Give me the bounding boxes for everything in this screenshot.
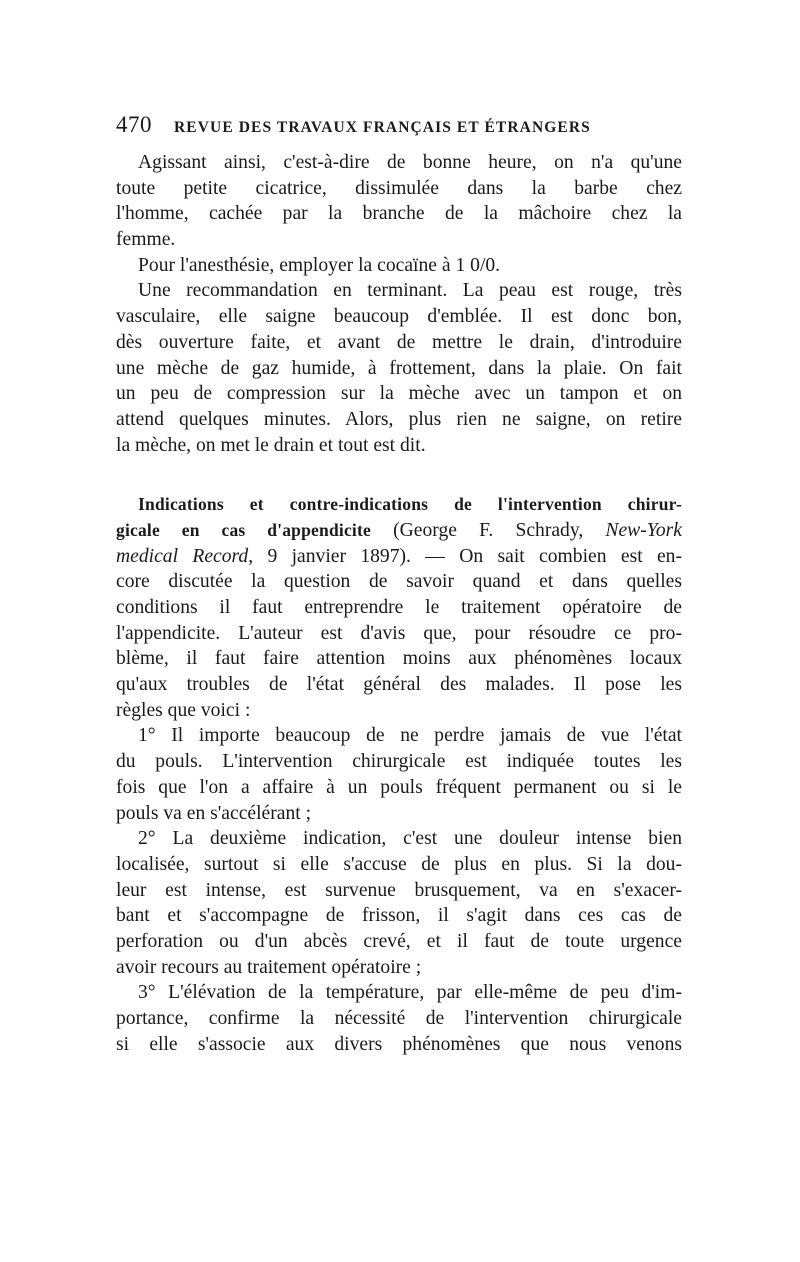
rule-1: [116, 723, 682, 826]
text-line: femme.: [116, 229, 176, 251]
text-line: blème, il faut faire attention moins aux phénomènes locaux: [116, 648, 682, 670]
text-line: du pouls. L'intervention chirurgicale est indiquée toutes les: [116, 751, 682, 773]
text-line: toute petite cicatrice, dissimulée dans la barbe chez: [116, 177, 682, 199]
text-line: localisée, surtout si elle s'accuse de plus en plus. Si la dou-: [116, 853, 682, 875]
text-line: avoir recours au traitement opératoire ;: [116, 956, 422, 978]
text-line: vasculaire, elle saigne beaucoup d'emblée. Il est donc bon,: [116, 306, 682, 328]
paragraph-3: [116, 278, 682, 458]
text-line: leur est intense, est survenue brusquement, va en s'exacer-: [116, 879, 682, 901]
text-line: dès ouverture faite, et avant de mettre le drain, d'introduire: [116, 331, 682, 353]
article-appendicite: [116, 492, 682, 723]
article-heading-bold: gicale en cas d'appendicite: [116, 519, 371, 540]
text-line: attend quelques minutes. Alors, plus rien ne saigne, on retire: [116, 408, 682, 430]
text-line: core discutée la question de savoir quand et dans quelles: [116, 571, 682, 593]
journal-name: New-York: [605, 519, 682, 541]
text-line: Agissant ainsi, c'est-à-dire de bonne heure, on n'a qu'une: [138, 152, 682, 173]
text-line: perforation ou d'un abcès crevé, et il faut de toute urgence: [116, 930, 682, 952]
running-title: REVUE DES TRAVAUX FRANÇAIS ET ÉTRANGERS: [174, 119, 591, 136]
rule-2: [116, 826, 682, 980]
text-line: une mèche de gaz humide, à frottement, dans la plaie. On fait: [116, 357, 682, 379]
text-line: Une recommandation en terminant. La peau est rouge, très: [138, 280, 682, 302]
text-line: portance, confirme la nécessité de l'intervention chirurgicale: [116, 1008, 682, 1029]
text-line: conditions il faut entreprendre le traitement opératoire de: [116, 597, 682, 618]
section-gap: [116, 458, 682, 492]
text-line: l'appendicite. L'auteur est d'avis que, pour résoudre ce pro-: [116, 622, 682, 644]
rule-3: [116, 980, 682, 1057]
text-line: pouls va en s'accélérant ;: [116, 802, 312, 824]
text-line: la mèche, on met le drain et tout est dit.: [116, 434, 426, 456]
paragraph-2: [116, 253, 682, 279]
paragraph-1: [116, 150, 682, 253]
text-line: 1° Il importe beaucoup de ne perdre jamais de vue l'état: [138, 725, 682, 747]
text-line: si elle s'associe aux divers phénomènes que nous venons: [116, 1033, 682, 1055]
article-heading-line: [116, 518, 682, 544]
journal-name-cont: medical Record: [116, 545, 249, 567]
article-date: , 9 janvier 1897). — On sait combien est en-: [248, 545, 682, 567]
text-line: 2° La deuxième indication, c'est une douleur intense bien: [138, 828, 682, 850]
text-line: un peu de compression sur la mèche avec un tampon et on: [116, 383, 682, 405]
article-citation: (George F. Schrady,: [370, 519, 606, 541]
article-heading-line: Indications et contre-indications de l'intervention chirur-: [138, 494, 682, 515]
text-line: bant et s'accompagne de frisson, il s'agit dans ces cas de: [116, 905, 682, 927]
text-line: fois que l'on a affaire à un pouls fréquent permanent ou si le: [116, 776, 682, 798]
page-number: 470: [116, 112, 152, 137]
body-text: [116, 150, 682, 1057]
article-heading-line: [116, 544, 682, 570]
text-line: l'homme, cachée par la branche de la mâchoire chez la: [116, 203, 682, 225]
text-line: règles que voici :: [116, 699, 251, 721]
running-head: [116, 112, 682, 142]
text-line: Pour l'anesthésie, employer la cocaïne à 1 0/0.: [138, 254, 501, 276]
text-line: 3° L'élévation de la température, par elle-même de peu d'im-: [138, 982, 682, 1004]
text-line: qu'aux troubles de l'état général des malades. Il pose les: [116, 674, 682, 696]
